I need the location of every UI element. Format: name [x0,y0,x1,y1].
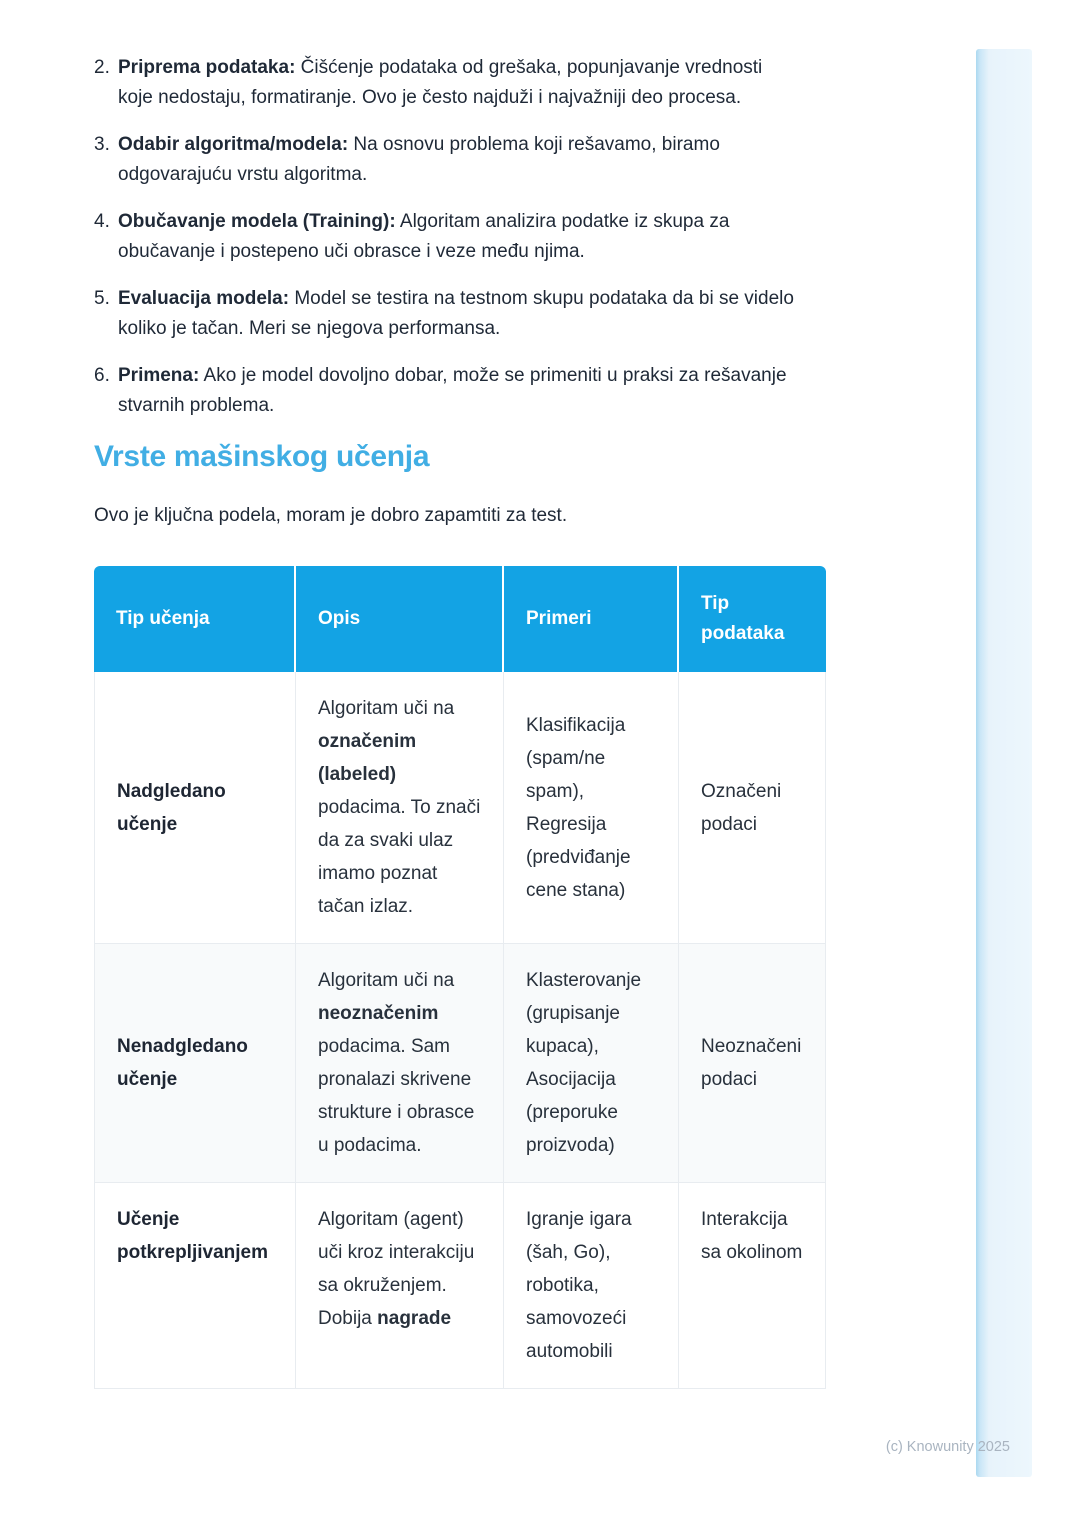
list-item-body [118,284,796,344]
cell-opis [296,944,504,1183]
col-header-opis: Opis [296,566,504,672]
list-item-label: Primena: [118,365,200,386]
opis-text: Algoritam uči na [318,698,455,719]
list-item-label: Obučavanje modela (Training): [118,211,396,232]
col-header-primeri: Primeri [504,566,679,672]
numbered-list [94,53,840,421]
ml-types-table [94,566,826,1389]
cell-tip-podataka: Neoznačeni podaci [679,944,826,1183]
section-heading: Vrste mašinskog učenja [94,440,430,473]
list-item-text: Na osnovu problema koji rešavamo, biramo odgovarajuću vrstu algoritma. [118,134,720,185]
list-item-body [118,130,796,190]
table-row [94,1183,826,1389]
cell-primeri: Klasterovanje (grupisanje kupaca), Asocijacija (preporuke proizvoda) [504,944,679,1183]
opis-bold-text: nagrade [377,1308,452,1329]
opis-bold-text: označenim (labeled) [318,731,417,785]
list-item-number: 2. [94,57,110,78]
opis-text: Algoritam uči na [318,970,455,991]
table-row [94,672,826,944]
table-header-row [94,566,826,672]
list-item-number: 3. [94,134,110,155]
cell-type: Nenadgledano učenje [94,944,296,1183]
list-item-text: Model se testira na testnom skupu podataka da bi se videlo koliko je tačan. Meri se njegova performansa. [118,288,794,339]
list-item-label: Odabir algoritma/modela: [118,134,349,155]
cell-tip-podataka: Interakcija sa okolinom [679,1183,826,1389]
list-item-text: Čišćenje podataka od grešaka, popunjavanje vrednosti koje nedostaju, formatiranje. Ovo je često najduži i najvažniji deo procesa. [118,57,763,108]
cell-type: Učenje potkrepljivanjem [94,1183,296,1389]
cell-primeri: Igranje igara (šah, Go), robotika, samovozeći automobili [504,1183,679,1389]
list-item [94,284,840,344]
list-item-text: Ako je model dovoljno dobar, može se primeniti u praksi za rešavanje stvarnih problema. [118,365,787,416]
list-item-body [118,207,796,267]
list-item [94,207,840,267]
list-item-label: Evaluacija modela: [118,288,290,309]
list-item-number: 5. [94,288,110,309]
list-item-number: 4. [94,211,110,232]
cell-type: Nadgledano učenje [94,672,296,944]
list-item-number: 6. [94,365,110,386]
opis-text: Algoritam (agent) uči kroz interakciju sa okruženjem. Dobija [318,1209,475,1329]
list-item [94,361,840,421]
col-header-tip-podataka: Tip podataka [679,566,826,672]
cell-tip-podataka: Označeni podaci [679,672,826,944]
list-item-label: Priprema podataka: [118,57,296,78]
copyright-watermark: (c) Knowunity 2025 [885,1439,1010,1455]
cell-opis [296,1183,504,1389]
list-item-text: Algoritam analizira podatke iz skupa za obučavanje i postepeno uči obrasce i veze među njima. [118,211,730,262]
cell-primeri: Klasifikacija (spam/ne spam), Regresija (predviđanje cene stana) [504,672,679,944]
list-item-body [118,53,796,113]
right-highlight-bar [976,49,1032,1477]
opis-bold-text: neoznačenim [318,1003,439,1024]
col-header-tip-ucenja: Tip učenja [94,566,296,672]
table-row [94,944,826,1183]
cell-opis [296,672,504,944]
intro-paragraph: Ovo je ključna podela, moram je dobro zapamtiti za test. [94,505,568,526]
opis-text: podacima. Sam pronalazi skrivene strukture i obrasce u podacima. [318,1036,475,1156]
list-item [94,130,840,190]
list-item-body [118,361,796,421]
list-item [94,53,840,113]
opis-text: podacima. To znači da za svaki ulaz imamo poznat tačan izlaz. [318,797,481,917]
